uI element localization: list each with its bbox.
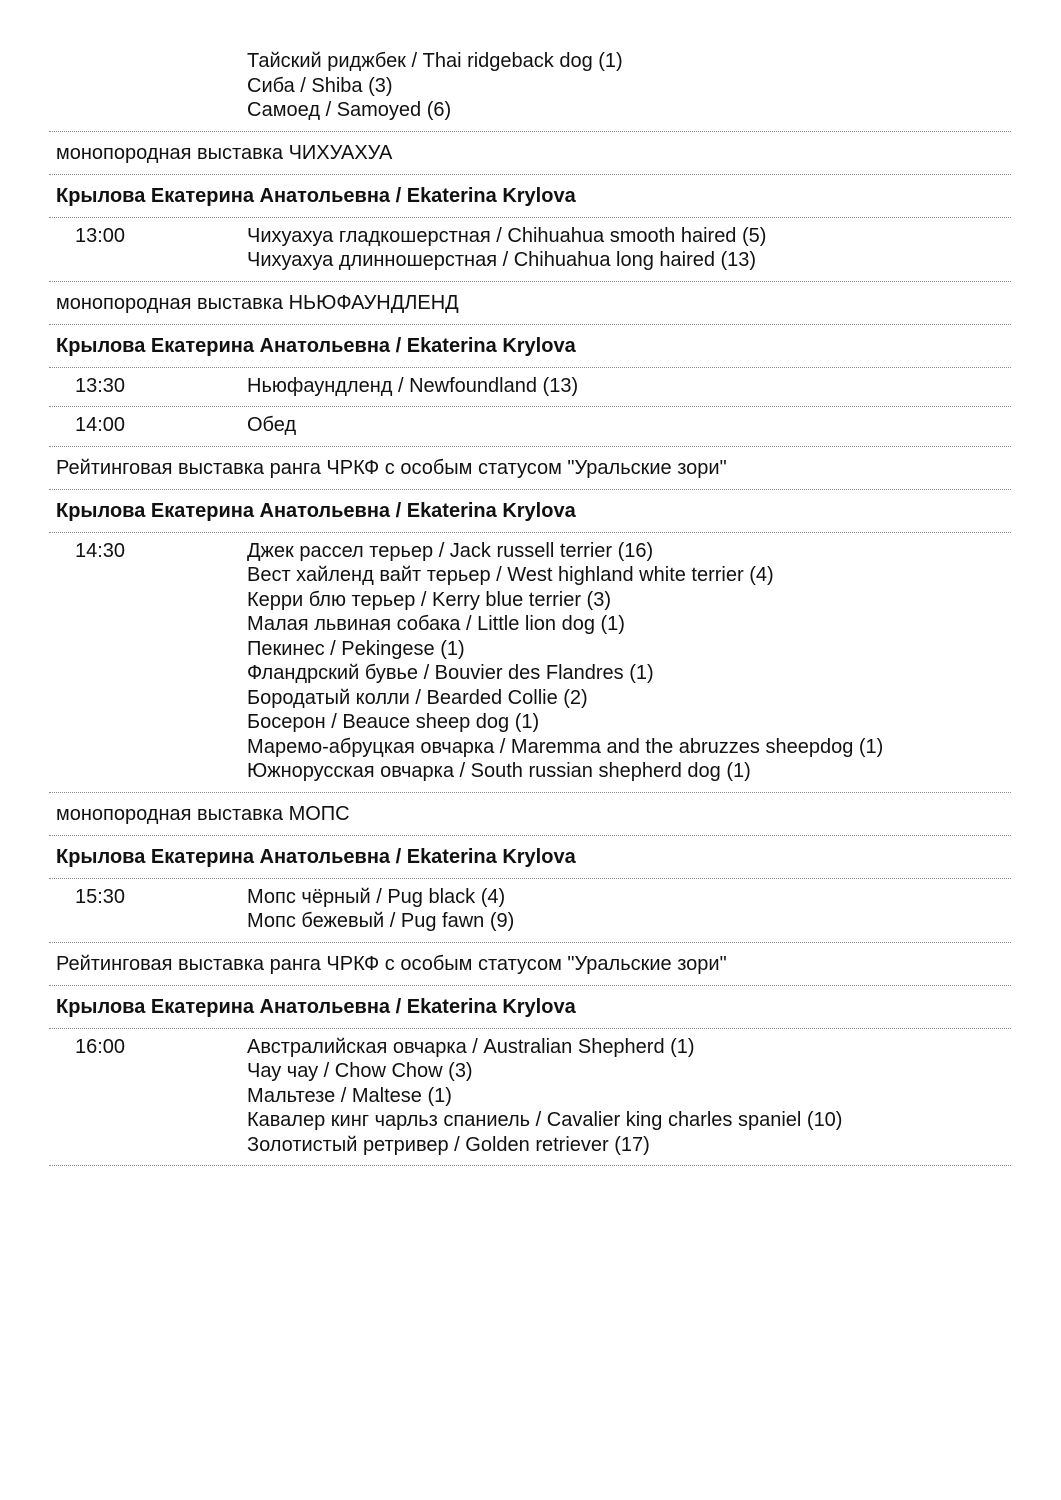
slot-time-empty (49, 49, 247, 123)
schedule-slot (49, 407, 1011, 446)
breed-line: Самоед / Samoyed (6) (247, 99, 452, 121)
breed-line: Мопс чёрный / Pug black (4) (247, 885, 506, 908)
slot-time: 16:00 (75, 1035, 126, 1058)
breed-line: Мопс бежевый / Pug fawn (9) (247, 910, 515, 932)
breed-list (247, 1035, 1011, 1158)
breed-line: Джек рассел терьер / Jack russell terrier (16) (247, 539, 654, 562)
slot-time: 14:30 (75, 539, 126, 562)
breed-line: Чихуахуа длинношерстная / Chihuahua long haired (13) (247, 249, 757, 271)
breed-line: Маремо-абруцкая овчарка / Maremma and the abruzzes sheepdog (1) (247, 735, 884, 758)
breed-line: Пекинес / Pekingese (1) (247, 637, 465, 660)
section-title: монопородная выставка ЧИХУАХУА (56, 141, 393, 164)
judge-name: Крылова Екатерина Анатольевна / Ekaterina Krylova (56, 499, 576, 522)
breed-line: Сиба / Shiba (3) (247, 74, 393, 97)
slot-time: 15:30 (75, 885, 126, 908)
breed-list (247, 413, 1011, 438)
breed-line: Керри блю терьер / Kerry blue terrier (3) (247, 588, 611, 611)
section-title: монопородная выставка МОПС (56, 802, 350, 825)
breed-list (247, 539, 1011, 784)
breed-list (247, 885, 1011, 934)
schedule-slot (49, 1029, 1011, 1166)
schedule-slot (49, 879, 1011, 942)
breed-line: Бородатый колли / Bearded Collie (2) (247, 686, 588, 709)
judge-name: Крылова Екатерина Анатольевна / Ekaterina Krylova (56, 334, 576, 357)
breed-list (247, 224, 1011, 273)
schedule-slot (49, 218, 1011, 281)
breed-line: Тайский риджбек / Thai ridgeback dog (1) (247, 50, 623, 72)
schedule-page (49, 49, 1011, 1166)
slot-time: 13:30 (75, 374, 126, 397)
judge-name: Крылова Екатерина Анатольевна / Ekaterina Krylova (56, 184, 576, 207)
schedule-slot (49, 368, 1011, 407)
breed-line: Австралийская овчарка / Australian Shepherd (1) (247, 1035, 695, 1058)
breed-line: Кавалер кинг чарльз спаниель / Cavalier king charles spaniel (10) (247, 1109, 843, 1131)
section-title: Рейтинговая выставка ранга ЧРКФ с особым статусом "Уральские зори" (56, 456, 727, 479)
breed-line: Золотистый ретривер / Golden retriever (17) (247, 1133, 650, 1156)
breed-line: Вест хайленд вайт терьер / West highland white terrier (4) (247, 564, 774, 586)
judge-name: Крылова Екатерина Анатольевна / Ekaterina Krylova (56, 845, 576, 868)
breed-line: Малая львиная собака / Little lion dog (1) (247, 613, 625, 635)
breed-list (247, 49, 1011, 123)
breed-line: Ньюфаундленд / Newfoundland (13) (247, 374, 579, 397)
section-title: монопородная выставка НЬЮФАУНДЛЕНД (56, 291, 459, 314)
schedule-slot (49, 533, 1011, 792)
breed-line: Обед (247, 414, 297, 436)
breed-line: Чау чау / Chow Chow (3) (247, 1060, 473, 1082)
judge-name: Крылова Екатерина Анатольевна / Ekaterina Krylova (56, 995, 576, 1018)
breed-line: Южнорусская овчарка / South russian shepherd dog (1) (247, 760, 751, 782)
breed-list (247, 374, 1011, 399)
breed-line: Мальтезе / Maltese (1) (247, 1084, 452, 1107)
breed-line: Чихуахуа гладкошерстная / Chihuahua smooth haired (5) (247, 224, 767, 247)
slot-time: 14:00 (75, 414, 126, 436)
slot-time: 13:00 (75, 224, 126, 247)
continued-breed-block (49, 49, 1011, 131)
breed-line: Босерон / Beauce sheep dog (1) (247, 711, 540, 733)
section-title: Рейтинговая выставка ранга ЧРКФ с особым статусом "Уральские зори" (56, 952, 727, 975)
divider (49, 1165, 1011, 1166)
breed-line: Фландрский бувье / Bouvier des Flandres (1) (247, 662, 654, 684)
